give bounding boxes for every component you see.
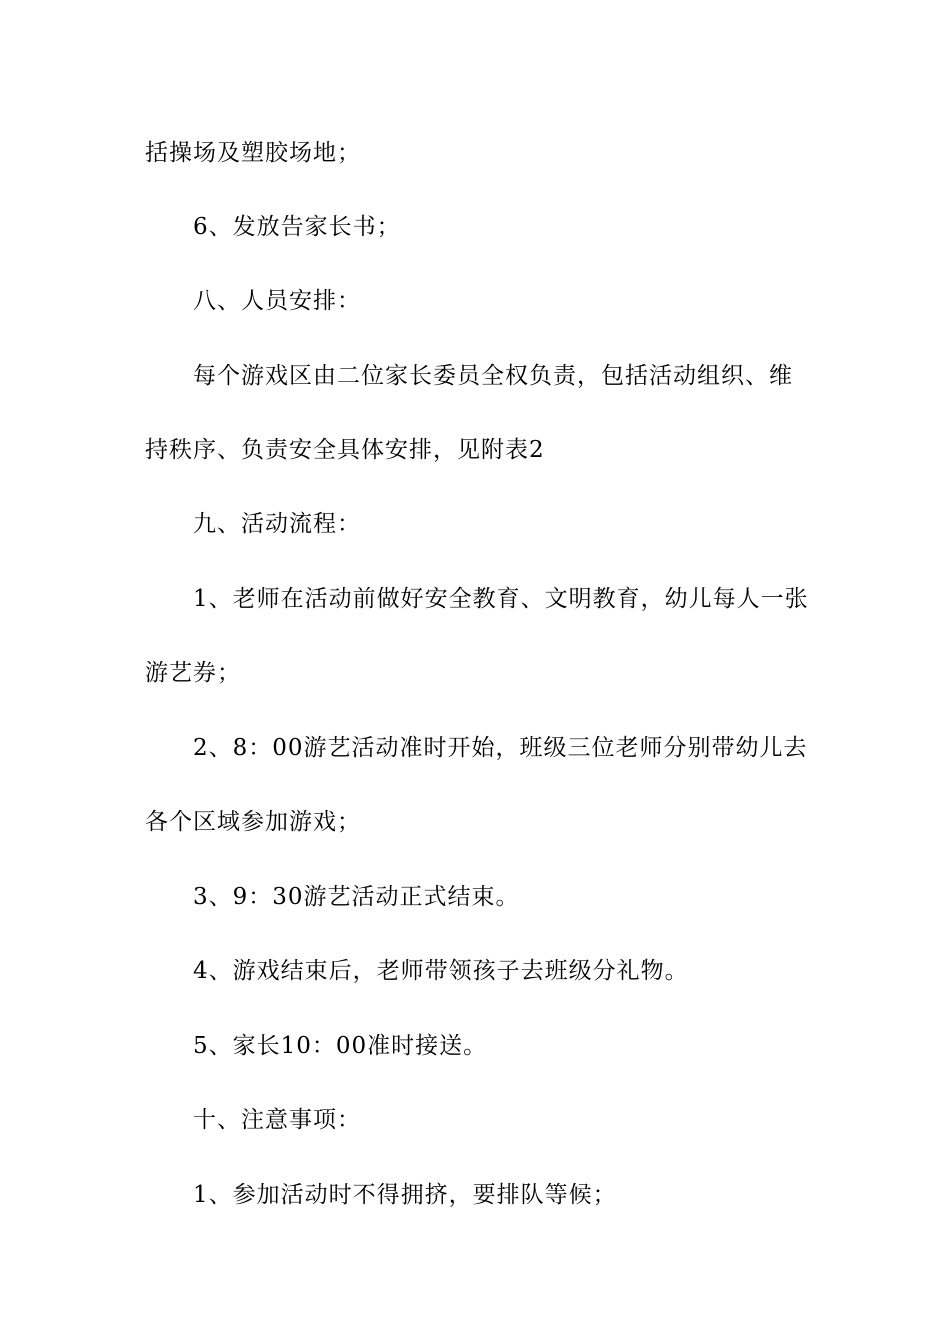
paragraph-line: 持秩序、负责安全具体安排，见附表2 <box>145 437 545 463</box>
section-heading: 九、活动流程： <box>193 511 361 537</box>
paragraph-line: 括操场及塑胶场地； <box>145 140 361 166</box>
paragraph-line: 4、游戏结束后，老师带领孩子去班级分礼物。 <box>193 958 689 984</box>
paragraph-line: 2、8：00游艺活动准时开始，班级三位老师分别带幼儿去 <box>193 735 808 761</box>
paragraph-line: 6、发放告家长书； <box>193 214 401 240</box>
paragraph-line: 各个区域参加游戏； <box>145 809 361 835</box>
paragraph-line: 3、9：30游艺活动正式结束。 <box>193 884 520 910</box>
paragraph-line: 每个游戏区由二位家长委员全权负责，包括活动组织、维 <box>193 363 793 389</box>
paragraph-line: 1、参加活动时不得拥挤，要排队等候； <box>193 1182 617 1208</box>
paragraph-line: 1、老师在活动前做好安全教育、文明教育，幼儿每人一张 <box>193 586 809 612</box>
section-heading: 八、人员安排： <box>193 288 361 314</box>
section-heading: 十、注意事项： <box>193 1107 361 1133</box>
paragraph-line: 5、家长10：00准时接送。 <box>193 1033 488 1059</box>
paragraph-line: 游艺券； <box>145 660 241 686</box>
